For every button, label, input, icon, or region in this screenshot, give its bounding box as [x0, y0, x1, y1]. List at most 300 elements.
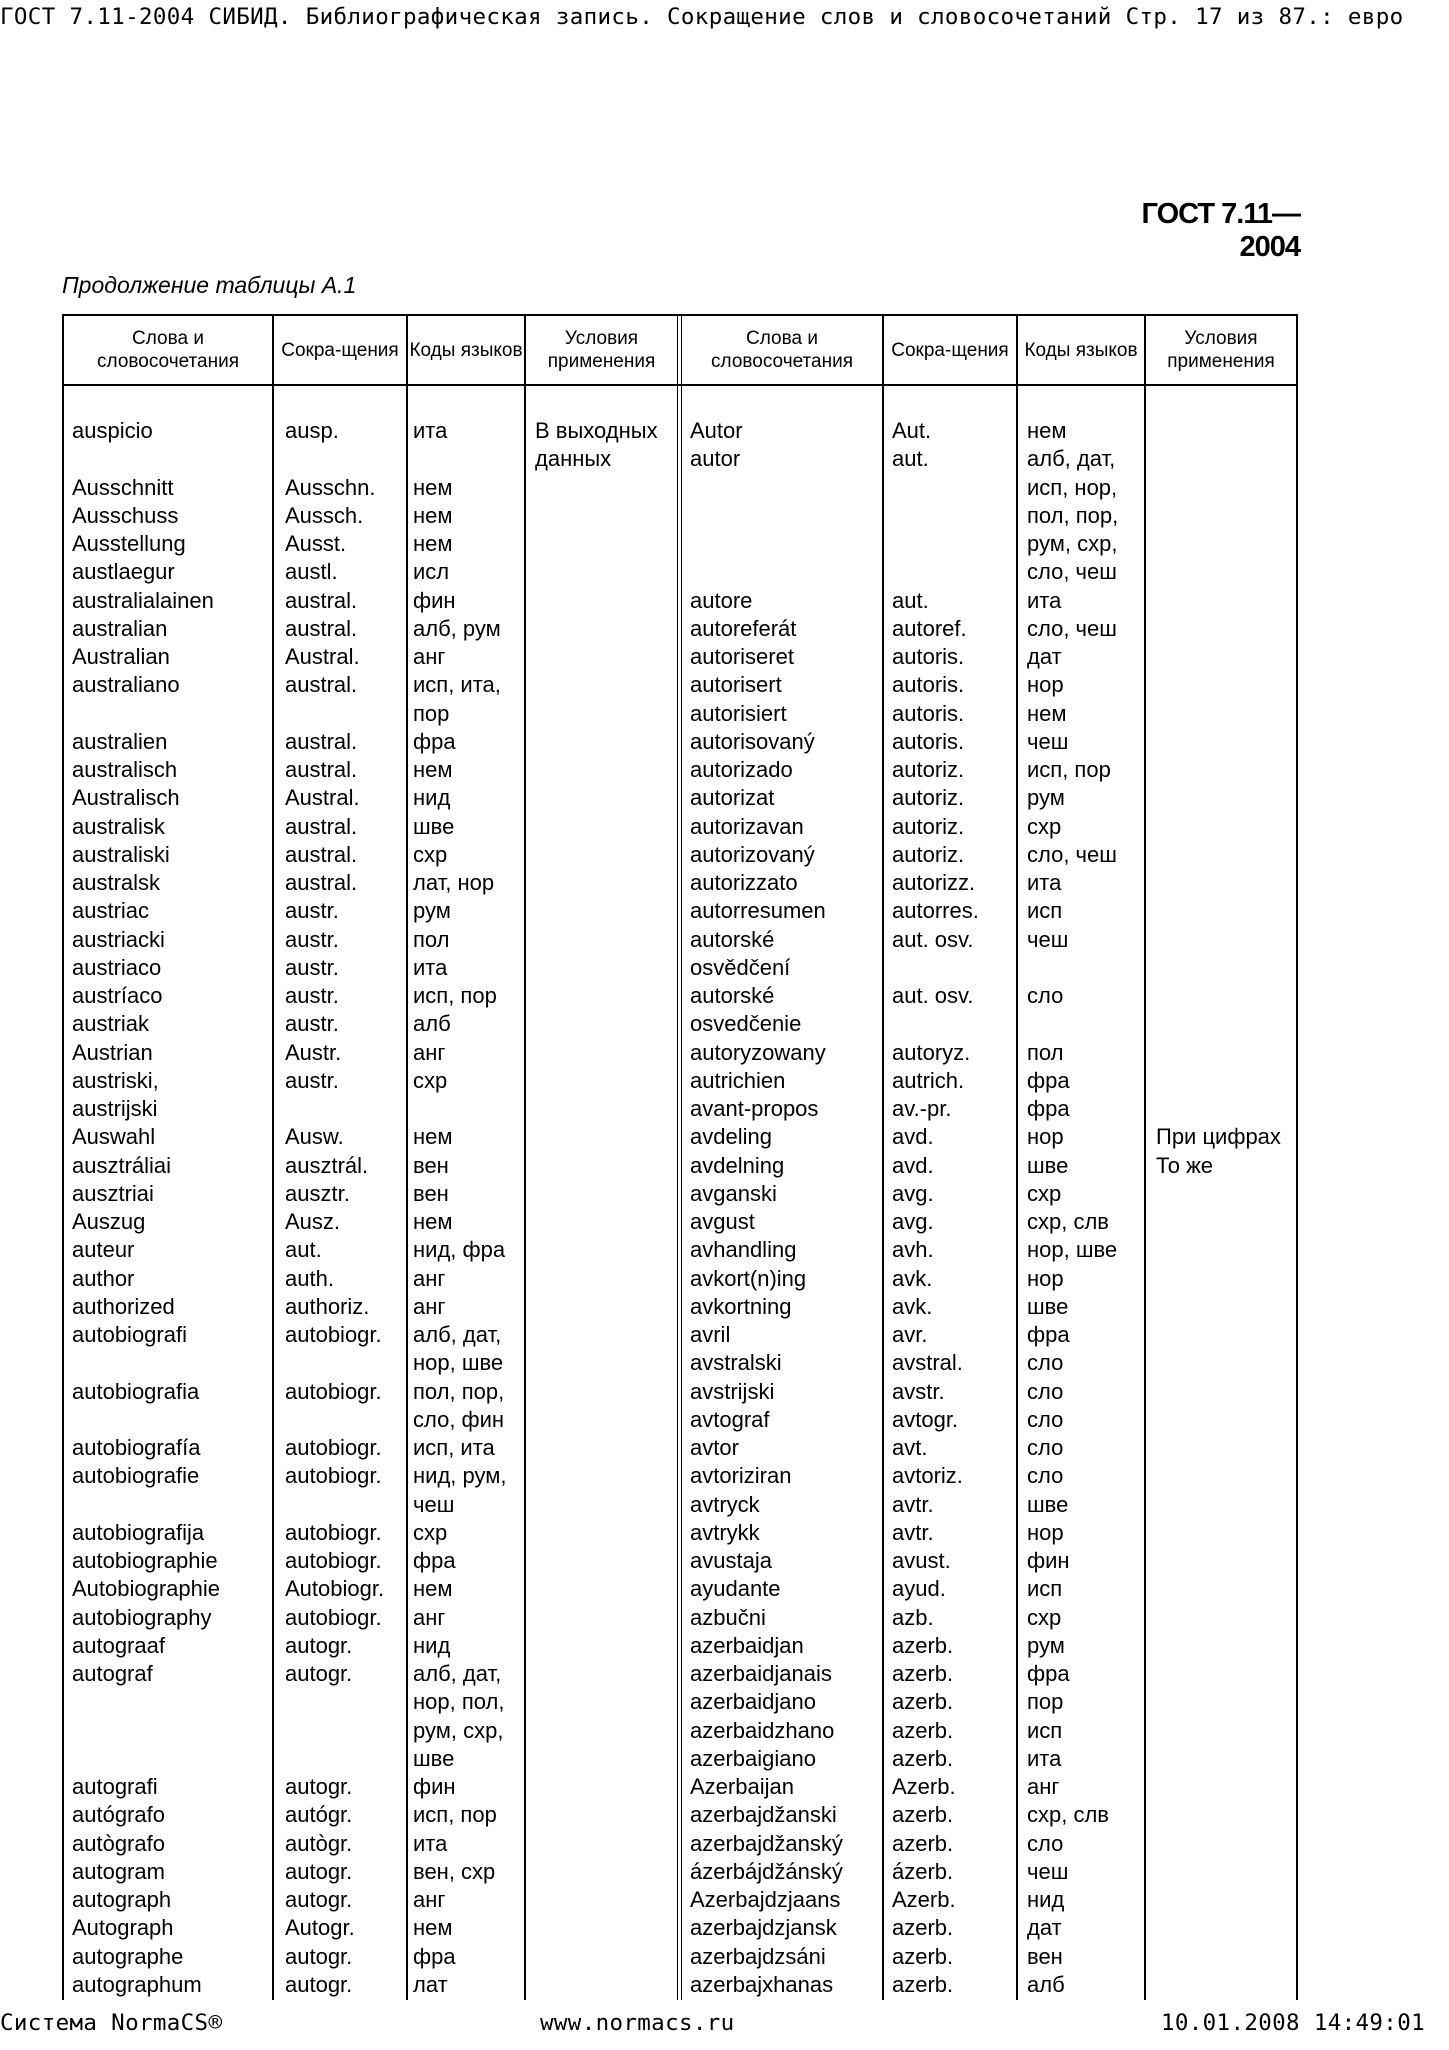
cell-language-codes: анг: [413, 1887, 446, 1912]
cell-abbreviation: azerb.: [892, 1944, 954, 1969]
cell-language-codes: схр: [1027, 1605, 1062, 1630]
cell-word: azerbaidjano: [690, 1689, 816, 1714]
cell-word: avkort(n)ing: [690, 1266, 807, 1291]
cell-language-codes: пол: [1027, 1040, 1064, 1065]
cell-abbreviation: austral.: [285, 757, 358, 782]
cell-language-codes: дат: [1027, 644, 1062, 669]
cell-language-codes: сло, чеш: [1027, 616, 1117, 641]
cell-abbreviation: autobiogr.: [285, 1322, 382, 1347]
cell-abbreviation: avd.: [892, 1124, 934, 1149]
cell-language-codes: шве: [1027, 1153, 1069, 1178]
cell-abbreviation: autogr.: [285, 1633, 353, 1658]
cell-word: autobiography: [72, 1605, 212, 1630]
col-header-words: Слова и словосочетания: [711, 328, 853, 372]
cell-language-codes: анг: [413, 644, 446, 669]
cell-abbreviation: azerb.: [892, 1661, 954, 1686]
cell-word: australisch: [72, 757, 178, 782]
cell-abbreviation: autoref.: [892, 616, 967, 641]
cell-abbreviation: autobiogr.: [285, 1548, 382, 1573]
cell-abbreviation: autoris.: [892, 729, 965, 754]
cell-word: autorizzato: [690, 870, 798, 895]
cell-language-codes: нем: [413, 1124, 453, 1149]
cell-word: australiski: [72, 842, 170, 867]
cell-abbreviation: azerb.: [892, 1689, 954, 1714]
cell-word: autoreferát: [690, 616, 797, 641]
col-header-conditions: Условия применения: [547, 328, 656, 372]
cell-word: osvědčení: [690, 955, 791, 980]
cell-word: autobiografi: [72, 1322, 187, 1347]
cell-language-codes: нор: [1027, 1266, 1064, 1291]
cell-language-codes: исп, пор: [1027, 757, 1111, 782]
cell-word: Auszug: [72, 1209, 146, 1234]
cell-abbreviation: autobiogr.: [285, 1379, 382, 1404]
cell-abbreviation: autorizz.: [892, 870, 976, 895]
cell-language-codes: схр: [413, 1520, 448, 1545]
cell-language-codes: анг: [413, 1040, 446, 1065]
cell-word: autorské: [690, 983, 775, 1008]
cell-abbreviation: autoris.: [892, 672, 965, 697]
cell-word: azerbaidjan: [690, 1633, 804, 1658]
cell-language-codes: вен: [1027, 1944, 1063, 1969]
cell-word: ayudante: [690, 1576, 781, 1601]
cell-word: autorizavan: [690, 814, 804, 839]
cell-abbreviation: azerb.: [892, 1802, 954, 1827]
cell-word: Ausstellung: [72, 531, 186, 556]
cell-language-codes: исп: [1027, 1718, 1063, 1743]
cell-language-codes: нор: [1027, 1124, 1064, 1149]
cell-language-codes: нем: [1027, 701, 1067, 726]
cell-word: autobiographie: [72, 1548, 218, 1573]
cell-word: avtograf: [690, 1407, 770, 1432]
cell-language-codes: схр: [413, 842, 448, 867]
cell-abbreviation: austr.: [285, 1068, 339, 1093]
cell-language-codes: пол, пор,: [1027, 503, 1119, 528]
cell-word: autoryzowany: [690, 1040, 826, 1065]
cell-language-codes: лат, нор: [413, 870, 495, 895]
cell-language-codes: ита: [413, 1831, 448, 1856]
cell-word: autographum: [72, 1972, 202, 1997]
cell-word: autoriseret: [690, 644, 794, 669]
cell-language-codes: исп, пор: [413, 983, 497, 1008]
cell-abbreviation: austral.: [285, 842, 358, 867]
cell-word: ausztráliai: [72, 1153, 172, 1178]
page-header: ГОСТ 7.11-2004 СИБИД. Библиографическая запись. Сокращение слов и словосочетаний Стр. 17 из 87.: евро: [0, 4, 1404, 30]
cell-abbreviation: Aut.: [892, 418, 932, 443]
cell-abbreviation: avstral.: [892, 1350, 963, 1375]
cell-abbreviation: aut.: [892, 588, 929, 613]
cell-word: autorizat: [690, 785, 775, 810]
cell-language-codes: рум, схр,: [1027, 531, 1118, 556]
cell-language-codes: алб, дат,: [1027, 446, 1116, 471]
column-divider: [1144, 314, 1146, 2000]
cell-word: auspicio: [72, 418, 153, 443]
cell-word: authorized: [72, 1294, 175, 1319]
cell-word: autorresumen: [690, 898, 826, 923]
cell-conditions: При цифрах: [1156, 1124, 1281, 1149]
cell-word: author: [72, 1266, 135, 1291]
cell-language-codes: фин: [413, 588, 456, 613]
cell-language-codes: нем: [413, 1209, 453, 1234]
cell-language-codes: анг: [413, 1266, 446, 1291]
cell-language-codes: сло, чеш: [1027, 842, 1117, 867]
cell-language-codes: нем: [413, 757, 453, 782]
cell-word: autor: [690, 446, 741, 471]
cell-word: autrichien: [690, 1068, 786, 1093]
col-header-conditions: Условия применения: [1167, 328, 1275, 372]
cell-language-codes: исп, нор,: [1027, 475, 1118, 500]
cell-language-codes: сло, фин: [413, 1407, 505, 1432]
cell-language-codes: сло: [1027, 1407, 1064, 1432]
cell-abbreviation: aut. osv.: [892, 983, 974, 1008]
cell-language-codes: исп, ита,: [413, 672, 501, 697]
cell-abbreviation: Azerb.: [892, 1774, 956, 1799]
cell-abbreviation: austral.: [285, 870, 358, 895]
cell-language-codes: чеш: [1027, 927, 1069, 952]
cell-word: autografi: [72, 1774, 158, 1799]
cell-language-codes: вен: [413, 1153, 449, 1178]
cell-abbreviation: autrich.: [892, 1068, 965, 1093]
cell-language-codes: исп: [1027, 1576, 1063, 1601]
cell-language-codes: анг: [1027, 1774, 1060, 1799]
cell-word: australsk: [72, 870, 161, 895]
cell-abbreviation: ausp.: [285, 418, 339, 443]
cell-word: ausztriai: [72, 1181, 154, 1206]
cell-word: ázerbájdžánský: [690, 1859, 843, 1884]
cell-word: azerbaigiano: [690, 1746, 816, 1771]
col-header-abbr: Сокра-щения: [891, 339, 1009, 361]
cell-language-codes: схр: [1027, 814, 1062, 839]
cell-word: azerbajdžanski: [690, 1802, 837, 1827]
cell-word: avtryck: [690, 1492, 760, 1517]
cell-language-codes: фра: [1027, 1661, 1070, 1686]
cell-abbreviation: avtoriz.: [892, 1463, 963, 1488]
cell-language-codes: дат: [1027, 1915, 1062, 1940]
cell-language-codes: шве: [413, 814, 455, 839]
cell-abbreviation: Ausw.: [285, 1124, 344, 1149]
cell-language-codes: пор: [1027, 1689, 1064, 1714]
cell-abbreviation: aut.: [285, 1237, 322, 1262]
cell-language-codes: рум: [1027, 1633, 1065, 1658]
cell-word: azbučni: [690, 1605, 766, 1630]
cell-word: Australisch: [72, 785, 180, 810]
cell-language-codes: нор: [1027, 672, 1064, 697]
cell-abbreviation: autogr.: [285, 1887, 353, 1912]
cell-abbreviation: azerb.: [892, 1746, 954, 1771]
cell-language-codes: алб: [1027, 1972, 1065, 1997]
cell-word: avtoriziran: [690, 1463, 792, 1488]
cell-language-codes: сло: [1027, 983, 1064, 1008]
cell-language-codes: фра: [413, 1548, 456, 1573]
cell-abbreviation: avg.: [892, 1209, 934, 1234]
cell-abbreviation: autógr.: [285, 1802, 353, 1827]
cell-abbreviation: austr.: [285, 927, 339, 952]
cell-language-codes: нем: [413, 1576, 453, 1601]
cell-word: Azerbaijan: [690, 1774, 794, 1799]
cell-language-codes: чеш: [413, 1492, 455, 1517]
footer-timestamp: 10.01.2008 14:49:01: [1160, 2010, 1425, 2036]
cell-word: australialainen: [72, 588, 214, 613]
cell-language-codes: исп, ита: [413, 1435, 495, 1460]
cell-word: austriaco: [72, 955, 162, 980]
cell-abbreviation: avk.: [892, 1266, 933, 1291]
cell-word: auteur: [72, 1237, 135, 1262]
cell-abbreviation: Austral.: [285, 785, 360, 810]
cell-word: avstrijski: [690, 1379, 775, 1404]
cell-abbreviation: autobiogr.: [285, 1435, 382, 1460]
cell-word: austríaco: [72, 983, 163, 1008]
cell-word: Ausschnitt: [72, 475, 174, 500]
cell-language-codes: анг: [413, 1605, 446, 1630]
cell-language-codes: ита: [413, 955, 448, 980]
cell-language-codes: сло: [1027, 1831, 1064, 1856]
cell-conditions: То же: [1156, 1153, 1214, 1178]
cell-language-codes: исп, пор: [413, 1802, 497, 1827]
cell-abbreviation: avstr.: [892, 1379, 945, 1404]
cell-abbreviation: autoriz.: [892, 785, 965, 810]
cell-language-codes: нем: [413, 475, 453, 500]
cell-word: avdelning: [690, 1153, 785, 1178]
cell-abbreviation: Autobiogr.: [285, 1576, 385, 1601]
cell-abbreviation: Azerb.: [892, 1887, 956, 1912]
column-divider: [524, 314, 526, 2000]
cell-language-codes: ита: [413, 418, 448, 443]
cell-word: autorisiert: [690, 701, 787, 726]
cell-language-codes: рум: [1027, 785, 1065, 810]
cell-abbreviation: avk.: [892, 1294, 933, 1319]
cell-abbreviation: av.-pr.: [892, 1096, 952, 1121]
cell-language-codes: рум: [413, 898, 451, 923]
cell-language-codes: исп: [1027, 898, 1063, 923]
cell-abbreviation: auth.: [285, 1266, 334, 1291]
cell-language-codes: схр: [1027, 1181, 1062, 1206]
cell-language-codes: нор, шве: [413, 1350, 504, 1375]
cell-word: australian: [72, 616, 168, 641]
cell-word: azerbajdzjansk: [690, 1915, 837, 1940]
cell-word: Autograph: [72, 1915, 174, 1940]
cell-abbreviation: Ausz.: [285, 1209, 341, 1234]
cell-abbreviation: azb.: [892, 1605, 934, 1630]
cell-abbreviation: ázerb.: [892, 1859, 954, 1884]
cell-abbreviation: autoris.: [892, 701, 965, 726]
cell-language-codes: пол: [413, 927, 450, 952]
cell-word: Autobiographie: [72, 1576, 221, 1601]
cell-abbreviation: avd.: [892, 1153, 934, 1178]
cell-abbreviation: austral.: [285, 814, 358, 839]
cell-language-codes: нид, рум,: [413, 1463, 507, 1488]
column-divider: [272, 314, 274, 2000]
cell-language-codes: нем: [413, 531, 453, 556]
cell-word: autorizovaný: [690, 842, 815, 867]
footer-system: Система NormaCS®: [0, 2010, 223, 2036]
cell-language-codes: алб: [413, 1011, 451, 1036]
cell-abbreviation: azerb.: [892, 1718, 954, 1743]
cell-abbreviation: Autogr.: [285, 1915, 355, 1940]
cell-abbreviation: autogr.: [285, 1859, 353, 1884]
cell-word: avtor: [690, 1435, 739, 1460]
cell-word: azerbajdzsáni: [690, 1944, 826, 1969]
cell-language-codes: чеш: [1027, 729, 1069, 754]
cell-abbreviation: autogr.: [285, 1661, 353, 1686]
cell-abbreviation: avt.: [892, 1435, 928, 1460]
cell-language-codes: фра: [1027, 1068, 1070, 1093]
cell-language-codes: алб, рум: [413, 616, 501, 641]
cell-word: autograph: [72, 1887, 172, 1912]
cell-abbreviation: autoris.: [892, 644, 965, 669]
cell-language-codes: ита: [1027, 870, 1062, 895]
cell-language-codes: схр, слв: [1027, 1802, 1109, 1827]
cell-abbreviation: autoriz.: [892, 757, 965, 782]
cell-abbreviation: avtr.: [892, 1520, 934, 1545]
cell-abbreviation: austl.: [285, 559, 338, 584]
cell-language-codes: вен: [413, 1181, 449, 1206]
cell-abbreviation: Aussch.: [285, 503, 364, 528]
cell-word: autorisovaný: [690, 729, 815, 754]
cell-abbreviation: autogr.: [285, 1774, 353, 1799]
cell-word: osvedčenie: [690, 1011, 802, 1036]
document-code: ГОСТ 7.11—2004: [1141, 198, 1300, 263]
cell-language-codes: чеш: [1027, 1859, 1069, 1884]
cell-word: azerbajxhanas: [690, 1972, 834, 1997]
center-double-divider: [677, 314, 682, 2000]
cell-abbreviation: austr.: [285, 1011, 339, 1036]
cell-abbreviation: austr.: [285, 898, 339, 923]
cell-language-codes: пол, пор,: [413, 1379, 505, 1404]
cell-language-codes: пор: [413, 701, 450, 726]
cell-language-codes: нем: [413, 503, 453, 528]
cell-word: austrijski: [72, 1096, 158, 1121]
col-header-codes: Коды языков: [409, 339, 523, 361]
cell-language-codes: фра: [1027, 1096, 1070, 1121]
cell-abbreviation: autorres.: [892, 898, 979, 923]
cell-word: autobiografia: [72, 1379, 200, 1404]
cell-abbreviation: avust.: [892, 1548, 951, 1573]
table-caption: Продолжение таблицы А.1: [62, 272, 357, 298]
cell-abbreviation: ausztrál.: [285, 1153, 369, 1178]
cell-abbreviation: Austr.: [285, 1040, 342, 1065]
cell-word: autorizado: [690, 757, 793, 782]
cell-language-codes: нид, фра: [413, 1237, 506, 1262]
cell-language-codes: схр, слв: [1027, 1209, 1109, 1234]
cell-word: azerbajdžanský: [690, 1831, 843, 1856]
cell-language-codes: фра: [413, 729, 456, 754]
cell-word: autographe: [72, 1944, 184, 1969]
cell-word: austlaegur: [72, 559, 175, 584]
cell-abbreviation: autoryz.: [892, 1040, 971, 1065]
cell-word: autógrafo: [72, 1802, 165, 1827]
cell-abbreviation: Ausst.: [285, 531, 347, 556]
cell-abbreviation: avg.: [892, 1181, 934, 1206]
cell-abbreviation: autobiogr.: [285, 1605, 382, 1630]
cell-language-codes: нор: [1027, 1520, 1064, 1545]
cell-word: avant-propos: [690, 1096, 819, 1121]
cell-word: avustaja: [690, 1548, 772, 1573]
cell-abbreviation: azerb.: [892, 1633, 954, 1658]
cell-word: azerbaidzhano: [690, 1718, 835, 1743]
page-footer: [0, 2010, 1449, 2040]
cell-word: Austrian: [72, 1040, 153, 1065]
cell-abbreviation: austr.: [285, 955, 339, 980]
cell-word: australisk: [72, 814, 165, 839]
cell-word: avdeling: [690, 1124, 772, 1149]
cell-word: autore: [690, 588, 753, 613]
cell-abbreviation: autoriz.: [892, 842, 965, 867]
cell-language-codes: фин: [413, 1774, 456, 1799]
cell-word: avhandling: [690, 1237, 797, 1262]
cell-language-codes: сло: [1027, 1463, 1064, 1488]
col-header-codes: Коды языков: [1024, 339, 1138, 361]
cell-abbreviation: autogr.: [285, 1944, 353, 1969]
cell-language-codes: фра: [413, 1944, 456, 1969]
cell-word: autogram: [72, 1859, 165, 1884]
cell-abbreviation: avh.: [892, 1237, 934, 1262]
cell-abbreviation: azerb.: [892, 1972, 954, 1997]
cell-abbreviation: azerb.: [892, 1831, 954, 1856]
cell-abbreviation: ausztr.: [285, 1181, 350, 1206]
cell-language-codes: нем: [413, 1915, 453, 1940]
cell-abbreviation: autogr.: [285, 1972, 353, 1997]
cell-conditions: данных: [535, 446, 612, 471]
cell-language-codes: нид: [413, 785, 451, 810]
cell-word: autorisert: [690, 672, 782, 697]
cell-word: austriacki: [72, 927, 165, 952]
cell-language-codes: сло: [1027, 1350, 1064, 1375]
cell-language-codes: алб, дат,: [413, 1322, 502, 1347]
cell-word: Australian: [72, 644, 170, 669]
cell-language-codes: фра: [1027, 1322, 1070, 1347]
header-separator: [62, 384, 1298, 386]
cell-language-codes: ита: [1027, 588, 1062, 613]
cell-language-codes: шве: [1027, 1492, 1069, 1517]
cell-language-codes: шве: [1027, 1294, 1069, 1319]
cell-language-codes: нид: [1027, 1887, 1065, 1912]
cell-language-codes: фин: [1027, 1548, 1070, 1573]
cell-abbreviation: avtogr.: [892, 1407, 959, 1432]
cell-word: Auswahl: [72, 1124, 156, 1149]
cell-language-codes: ита: [1027, 1746, 1062, 1771]
cell-abbreviation: austr.: [285, 983, 339, 1008]
column-divider: [882, 314, 884, 2000]
cell-word: autograf: [72, 1661, 153, 1686]
cell-word: avtrykk: [690, 1520, 760, 1545]
cell-language-codes: шве: [413, 1746, 455, 1771]
cell-word: autobiografija: [72, 1520, 205, 1545]
cell-abbreviation: autoriz.: [892, 814, 965, 839]
column-divider: [406, 314, 408, 2000]
cell-word: autorské: [690, 927, 775, 952]
cell-word: austriak: [72, 1011, 150, 1036]
col-header-words: Слова и словосочетания: [97, 328, 239, 372]
footer-url: www.normacs.ru: [540, 2010, 735, 2036]
cell-word: australiano: [72, 672, 180, 697]
cell-word: austriski,: [72, 1068, 159, 1093]
cell-abbreviation: avr.: [892, 1322, 928, 1347]
cell-abbreviation: ayud.: [892, 1576, 946, 1601]
cell-language-codes: нор, шве: [1027, 1237, 1118, 1262]
cell-language-codes: сло, чеш: [1027, 559, 1117, 584]
cell-word: avkortning: [690, 1294, 792, 1319]
cell-language-codes: нид: [413, 1633, 451, 1658]
cell-word: autògrafo: [72, 1831, 165, 1856]
cell-word: Ausschuss: [72, 503, 179, 528]
cell-word: avganski: [690, 1181, 777, 1206]
cell-abbreviation: austral.: [285, 729, 358, 754]
cell-abbreviation: austral.: [285, 672, 358, 697]
cell-abbreviation: austral.: [285, 616, 358, 641]
col-header-abbr: Сокра-щения: [281, 339, 399, 361]
cell-word: autobiografía: [72, 1435, 201, 1460]
cell-word: autograaf: [72, 1633, 165, 1658]
cell-language-codes: нем: [1027, 418, 1067, 443]
